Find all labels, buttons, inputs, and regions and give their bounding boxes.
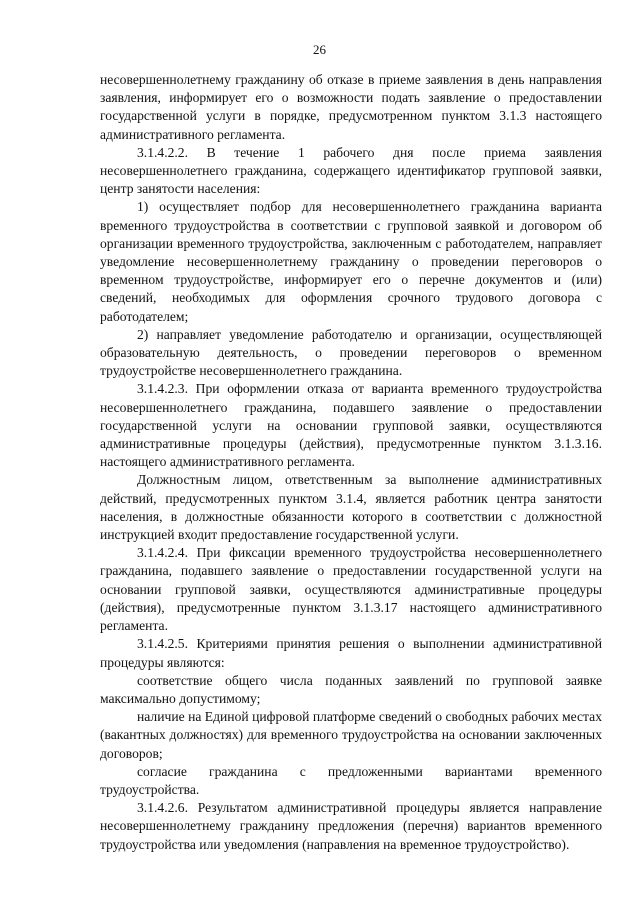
criterion-citizen-consent: согласие гражданина с предложенными вариантами временного трудоустройства. [100,763,602,797]
criterion-application-count: соответствие общего числа поданных заявлений по групповой заявке максимально допустимому; [100,672,602,706]
paragraph-continuation: несовершеннолетнему гражданину об отказе в приеме заявления в день направления заявления, информирует его о возможности подать заявление о предоставлении государственной услуги в порядке, предусмотренном пунктом 3.1.3 настоящего административного регламента. [100,72,602,142]
paragraph-3-1-4-2-6: 3.1.4.2.6. Результатом административной процедуры является направление несовершеннолетнему гражданину предложения (перечня) вариантов временного трудоустройства или уведомления (направления на временное трудоустройство). [100,800,602,852]
criterion-vacancy-info: наличие на Единой цифровой платформе сведений о свободных рабочих местах (вакантных должностях) для временного трудоустройства на основании заключенных договоров; [100,709,602,761]
paragraph-3-1-4-2-4: 3.1.4.2.4. При фиксации временного трудоустройства несовершеннолетнего гражданина, подавшего заявление о предоставлении государственной услуги на основании групповой заявки, осуществляются административные процедуры (действия), предусмотренные пунктом 3.1.3.17 настоящего административного регламента. [100,545,602,634]
list-item-2-notification: 2) направляет уведомление работодателю и организации, осуществляющей образовательную деятельность, о проведении переговоров о временном трудоустройстве несовершеннолетнего гражданина. [100,326,602,379]
paragraph-3-1-4-2-2: 3.1.4.2.2. В течение 1 рабочего дня после приема заявления несовершеннолетнего гражданина, содержащего идентификатор групповой заявки, центр занятости населения: [100,144,602,197]
document-body [100,71,602,854]
paragraph-3-1-4-2-5: 3.1.4.2.5. Критериями принятия решения о выполнении административной процедуры являются: [100,636,602,670]
page-number: 26 [313,42,326,57]
list-item-1-selection: 1) осуществляет подбор для несовершеннолетнего гражданина варианта временного трудоустройства в соответствии с групповой заявкой и договором об организации временного трудоустройства, заключенным с работодателем, направляет уведомление несовершеннолетнему гражданину о проведении переговоров о временном трудоустройстве, информирует его о перечне документов и (или) сведений, необходимых для оформления срочного трудового договора с работодателем; [100,199,602,324]
paragraph-responsible-official: Должностным лицом, ответственным за выполнение административных действий, предусмотренных пунктом 3.1.4, является работник центра занятости населения, в должностные обязанности которого в соответствии с должностной инструкцией входит предоставление государственной услуги. [100,472,602,543]
paragraph-3-1-4-2-3: 3.1.4.2.3. При оформлении отказа от варианта временного трудоустройства несовершеннолетнего гражданина, подавшего заявление о предоставлении государственной услуги на основании групповой заявки, осуществляются административные процедуры (действия), предусмотренные пунктом 3.1.3.16. настоящего административного регламента. [100,381,602,470]
